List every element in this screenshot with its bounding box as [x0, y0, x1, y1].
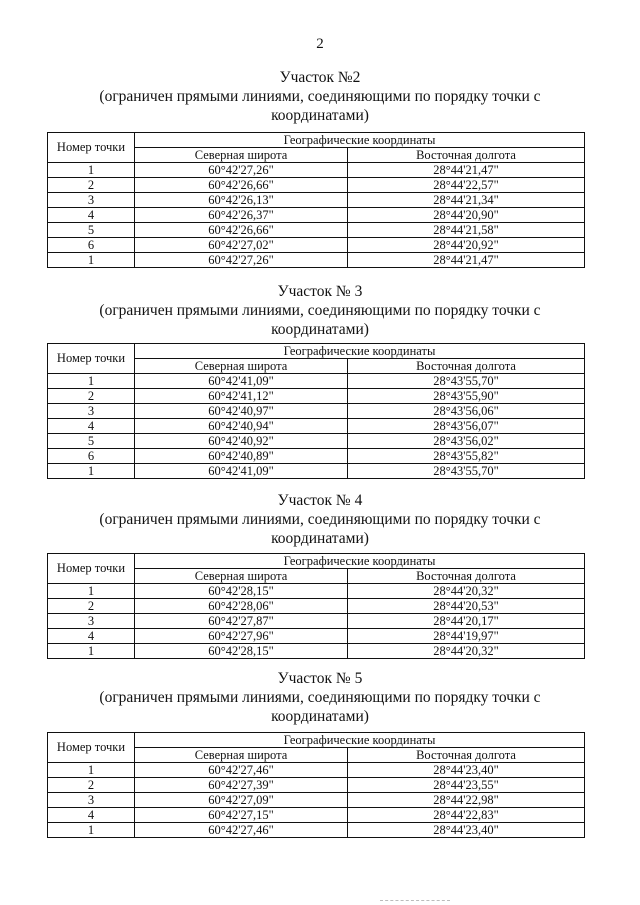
table-row — [48, 374, 585, 389]
table-row — [48, 449, 585, 464]
section-subtitle: (ограничен прямыми линиями, соединяющими по порядку точки с координатами) — [99, 511, 541, 547]
point-number-cell: 6 — [48, 449, 135, 464]
latitude-cell: 60°42'26,66" — [135, 178, 348, 193]
point-number-cell: 2 — [48, 389, 135, 404]
scan-edge-mark — [380, 900, 450, 905]
table-row — [48, 163, 585, 178]
latitude-cell: 60°42'28,06" — [135, 599, 348, 614]
latitude-cell: 60°42'27,96" — [135, 629, 348, 644]
table-row — [48, 599, 585, 614]
header-latitude: Северная широта — [135, 148, 348, 163]
table-row — [48, 389, 585, 404]
latitude-cell: 60°42'26,13" — [135, 193, 348, 208]
header-latitude: Северная широта — [135, 748, 348, 763]
latitude-cell: 60°42'28,15" — [135, 584, 348, 599]
point-number-cell: 1 — [48, 464, 135, 479]
latitude-cell: 60°42'27,46" — [135, 823, 348, 838]
longitude-cell: 28°43'55,82" — [348, 449, 585, 464]
point-number-cell: 3 — [48, 793, 135, 808]
latitude-cell: 60°42'40,94" — [135, 419, 348, 434]
point-number-cell: 5 — [48, 223, 135, 238]
longitude-cell: 28°44'23,40" — [348, 763, 585, 778]
longitude-cell: 28°44'21,58" — [348, 223, 585, 238]
header-longitude: Восточная долгота — [348, 569, 585, 584]
section-subtitle: (ограничен прямыми линиями, соединяющими по порядку точки с координатами) — [99, 689, 541, 725]
section-title: Участок № 5 — [277, 670, 363, 687]
section-subtitle: (ограничен прямыми линиями, соединяющими по порядку точки с координатами) — [99, 88, 541, 124]
longitude-cell: 28°44'21,34" — [348, 193, 585, 208]
table-row — [48, 614, 585, 629]
latitude-cell: 60°42'27,46" — [135, 763, 348, 778]
longitude-cell: 28°43'55,70" — [348, 374, 585, 389]
latitude-cell: 60°42'28,15" — [135, 644, 348, 659]
table-row — [48, 793, 585, 808]
longitude-cell: 28°44'20,32" — [348, 644, 585, 659]
point-number-cell: 2 — [48, 178, 135, 193]
longitude-cell: 28°43'56,07" — [348, 419, 585, 434]
longitude-cell: 28°43'55,70" — [348, 464, 585, 479]
latitude-cell: 60°42'41,09" — [135, 374, 348, 389]
table-row — [48, 404, 585, 419]
header-point-number: Номер точки — [48, 733, 135, 763]
header-longitude: Восточная долгота — [348, 748, 585, 763]
section-3 — [0, 491, 640, 548]
latitude-cell: 60°42'40,89" — [135, 449, 348, 464]
point-number-cell: 1 — [48, 763, 135, 778]
table-row — [48, 253, 585, 268]
point-number-cell: 3 — [48, 404, 135, 419]
point-number-cell: 4 — [48, 208, 135, 223]
header-latitude: Северная широта — [135, 569, 348, 584]
longitude-cell: 28°44'22,98" — [348, 793, 585, 808]
coordinates-table — [47, 132, 585, 268]
table-header-row — [48, 733, 585, 748]
table-header-row — [48, 133, 585, 148]
point-number-cell: 1 — [48, 584, 135, 599]
longitude-cell: 28°43'55,90" — [348, 389, 585, 404]
latitude-cell: 60°42'27,39" — [135, 778, 348, 793]
table-header-row — [48, 344, 585, 359]
point-number-cell: 2 — [48, 599, 135, 614]
latitude-cell: 60°42'40,97" — [135, 404, 348, 419]
latitude-cell: 60°42'27,02" — [135, 238, 348, 253]
longitude-cell: 28°43'56,02" — [348, 434, 585, 449]
latitude-cell: 60°42'26,66" — [135, 223, 348, 238]
point-number-cell: 4 — [48, 419, 135, 434]
section-title: Участок №2 — [279, 69, 361, 86]
latitude-cell: 60°42'27,09" — [135, 793, 348, 808]
header-geo-coordinates: Географические координаты — [135, 133, 585, 148]
table-row — [48, 223, 585, 238]
point-number-cell: 1 — [48, 374, 135, 389]
header-longitude: Восточная долгота — [348, 359, 585, 374]
table-row — [48, 464, 585, 479]
longitude-cell: 28°44'20,92" — [348, 238, 585, 253]
table-header-row — [48, 554, 585, 569]
point-number-cell: 4 — [48, 808, 135, 823]
section-1 — [0, 68, 640, 125]
coordinates-table — [47, 343, 585, 479]
table-row — [48, 823, 585, 838]
header-latitude: Северная широта — [135, 359, 348, 374]
longitude-cell: 28°44'20,32" — [348, 584, 585, 599]
section-title: Участок № 3 — [277, 283, 363, 300]
longitude-cell: 28°44'23,40" — [348, 823, 585, 838]
point-number-cell: 1 — [48, 644, 135, 659]
section-subtitle: (ограничен прямыми линиями, соединяющими по порядку точки с координатами) — [99, 302, 541, 338]
table-row — [48, 419, 585, 434]
longitude-cell: 28°44'21,47" — [348, 163, 585, 178]
table-row — [48, 238, 585, 253]
table-row — [48, 778, 585, 793]
point-number-cell: 3 — [48, 614, 135, 629]
header-longitude: Восточная долгота — [348, 148, 585, 163]
header-geo-coordinates: Географические координаты — [135, 344, 585, 359]
longitude-cell: 28°44'19,97" — [348, 629, 585, 644]
latitude-cell: 60°42'27,15" — [135, 808, 348, 823]
table-row — [48, 434, 585, 449]
latitude-cell: 60°42'27,26" — [135, 163, 348, 178]
section-title: Участок № 4 — [277, 492, 363, 509]
longitude-cell: 28°43'56,06" — [348, 404, 585, 419]
latitude-cell: 60°42'40,92" — [135, 434, 348, 449]
page-number: 2 — [316, 36, 324, 52]
longitude-cell: 28°44'20,90" — [348, 208, 585, 223]
table-row — [48, 584, 585, 599]
longitude-cell: 28°44'21,47" — [348, 253, 585, 268]
longitude-cell: 28°44'23,55" — [348, 778, 585, 793]
latitude-cell: 60°42'41,09" — [135, 464, 348, 479]
table-row — [48, 178, 585, 193]
header-geo-coordinates: Географические координаты — [135, 554, 585, 569]
latitude-cell: 60°42'27,87" — [135, 614, 348, 629]
point-number-cell: 4 — [48, 629, 135, 644]
section-4 — [0, 669, 640, 726]
table-row — [48, 808, 585, 823]
longitude-cell: 28°44'22,57" — [348, 178, 585, 193]
table-row — [48, 763, 585, 778]
coordinates-table — [47, 553, 585, 659]
coordinates-table — [47, 732, 585, 838]
table-row — [48, 208, 585, 223]
table-row — [48, 644, 585, 659]
point-number-cell: 2 — [48, 778, 135, 793]
longitude-cell: 28°44'20,53" — [348, 599, 585, 614]
point-number-cell: 5 — [48, 434, 135, 449]
longitude-cell: 28°44'22,83" — [348, 808, 585, 823]
header-point-number: Номер точки — [48, 554, 135, 584]
point-number-cell: 6 — [48, 238, 135, 253]
longitude-cell: 28°44'20,17" — [348, 614, 585, 629]
table-row — [48, 629, 585, 644]
point-number-cell: 3 — [48, 193, 135, 208]
section-2 — [0, 282, 640, 339]
point-number-cell: 1 — [48, 163, 135, 178]
table-row — [48, 193, 585, 208]
header-point-number: Номер точки — [48, 344, 135, 374]
point-number-cell: 1 — [48, 823, 135, 838]
point-number-cell: 1 — [48, 253, 135, 268]
latitude-cell: 60°42'26,37" — [135, 208, 348, 223]
latitude-cell: 60°42'27,26" — [135, 253, 348, 268]
header-geo-coordinates: Географические координаты — [135, 733, 585, 748]
header-point-number: Номер точки — [48, 133, 135, 163]
latitude-cell: 60°42'41,12" — [135, 389, 348, 404]
